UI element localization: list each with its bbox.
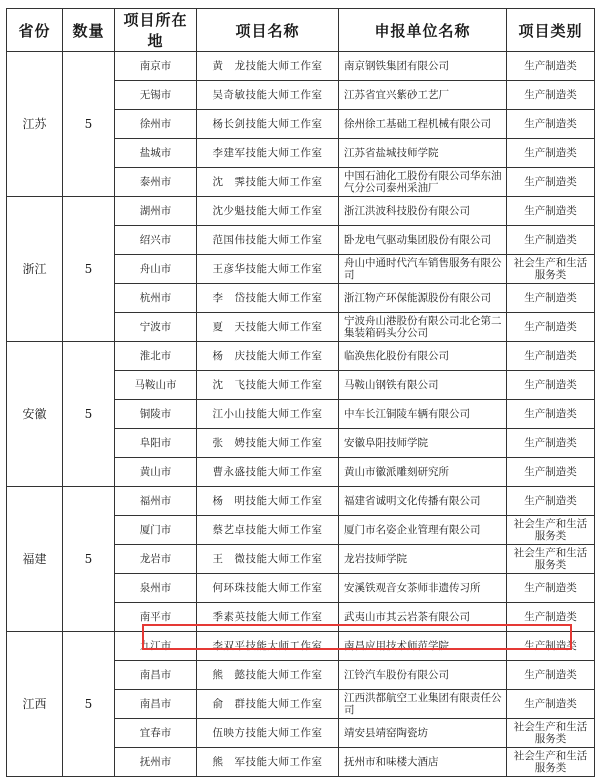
unit-name-cell: 南京钢铁集团有限公司 <box>339 52 507 81</box>
category-cell: 生产制造类 <box>507 603 595 632</box>
location-cell: 阜阳市 <box>115 429 197 458</box>
count-cell: 5 <box>63 52 115 197</box>
location-cell: 抚州市 <box>115 748 197 777</box>
project-name-cell: 俞 群技能大师工作室 <box>197 690 339 719</box>
unit-name-cell: 浙江洪波科技股份有限公司 <box>339 197 507 226</box>
category-cell: 社会生产和生活服务类 <box>507 748 595 777</box>
location-cell: 南昌市 <box>115 690 197 719</box>
location-cell: 南平市 <box>115 603 197 632</box>
table-row <box>7 52 595 81</box>
project-name-cell: 李 岱技能大师工作室 <box>197 284 339 313</box>
location-cell: 黄山市 <box>115 458 197 487</box>
table-body <box>7 52 595 777</box>
category-cell: 社会生产和生活服务类 <box>507 545 595 574</box>
location-cell: 无锡市 <box>115 81 197 110</box>
unit-name-cell: 卧龙电气驱动集团股份有限公司 <box>339 226 507 255</box>
unit-name-cell: 抚州市和味楼大酒店 <box>339 748 507 777</box>
category-cell: 生产制造类 <box>507 661 595 690</box>
unit-name-cell: 中国石油化工股份有限公司华东油气分公司泰州采油厂 <box>339 168 507 197</box>
category-cell: 生产制造类 <box>507 284 595 313</box>
unit-name-cell: 靖安县靖窑陶瓷坊 <box>339 719 507 748</box>
header-location: 项目所在地 <box>115 9 197 52</box>
category-cell: 生产制造类 <box>507 429 595 458</box>
unit-name-cell: 江铃汽车股份有限公司 <box>339 661 507 690</box>
table-row <box>7 342 595 371</box>
province-cell: 江西 <box>7 632 63 777</box>
count-cell: 5 <box>63 632 115 777</box>
category-cell: 生产制造类 <box>507 110 595 139</box>
location-cell: 南昌市 <box>115 661 197 690</box>
unit-name-cell: 宁波舟山港股份有限公司北仑第二集装箱码头分公司 <box>339 313 507 342</box>
unit-name-cell: 江苏省宜兴紫砂工艺厂 <box>339 81 507 110</box>
count-cell: 5 <box>63 487 115 632</box>
project-name-cell: 吴奇敏技能大师工作室 <box>197 81 339 110</box>
location-cell: 泉州市 <box>115 574 197 603</box>
project-name-cell: 伍映方技能大师工作室 <box>197 719 339 748</box>
studio-list-table <box>6 8 595 777</box>
location-cell: 宜春市 <box>115 719 197 748</box>
project-name-cell: 江小山技能大师工作室 <box>197 400 339 429</box>
unit-name-cell: 中车长江铜陵车辆有限公司 <box>339 400 507 429</box>
unit-name-cell: 安溪铁观音女茶师非遗传习所 <box>339 574 507 603</box>
table-row <box>7 632 595 661</box>
project-name-cell: 杨长剑技能大师工作室 <box>197 110 339 139</box>
unit-name-cell: 安徽阜阳技师学院 <box>339 429 507 458</box>
header-count: 数量 <box>63 9 115 52</box>
unit-name-cell: 武夷山市其云岩茶有限公司 <box>339 603 507 632</box>
unit-name-cell: 江西洪都航空工业集团有限责任公司 <box>339 690 507 719</box>
unit-name-cell: 黄山市徽派雕刻研究所 <box>339 458 507 487</box>
location-cell: 宁波市 <box>115 313 197 342</box>
unit-name-cell: 徐州徐工基础工程机械有限公司 <box>339 110 507 139</box>
count-cell: 5 <box>63 342 115 487</box>
category-cell: 生产制造类 <box>507 632 595 661</box>
category-cell: 生产制造类 <box>507 487 595 516</box>
location-cell: 铜陵市 <box>115 400 197 429</box>
location-cell: 徐州市 <box>115 110 197 139</box>
category-cell: 生产制造类 <box>507 313 595 342</box>
project-name-cell: 张 娉技能大师工作室 <box>197 429 339 458</box>
location-cell: 淮北市 <box>115 342 197 371</box>
header-category: 项目类别 <box>507 9 595 52</box>
project-name-cell: 范国伟技能大师工作室 <box>197 226 339 255</box>
unit-name-cell: 南昌应用技术师范学院 <box>339 632 507 661</box>
category-cell: 生产制造类 <box>507 400 595 429</box>
unit-name-cell: 厦门市名姿企业管理有限公司 <box>339 516 507 545</box>
project-name-cell: 季素英技能大师工作室 <box>197 603 339 632</box>
category-cell: 生产制造类 <box>507 458 595 487</box>
project-name-cell: 曹永盛技能大师工作室 <box>197 458 339 487</box>
project-name-cell: 杨 庆技能大师工作室 <box>197 342 339 371</box>
location-cell: 福州市 <box>115 487 197 516</box>
project-name-cell: 李双平技能大师工作室 <box>197 632 339 661</box>
unit-name-cell: 江苏省盐城技师学院 <box>339 139 507 168</box>
project-name-cell: 熊 军技能大师工作室 <box>197 748 339 777</box>
project-name-cell: 沈 霁技能大师工作室 <box>197 168 339 197</box>
unit-name-cell: 龙岩技师学院 <box>339 545 507 574</box>
location-cell: 绍兴市 <box>115 226 197 255</box>
category-cell: 生产制造类 <box>507 342 595 371</box>
header-province: 省份 <box>7 9 63 52</box>
project-name-cell: 何环珠技能大师工作室 <box>197 574 339 603</box>
location-cell: 马鞍山市 <box>115 371 197 400</box>
project-name-cell: 蔡艺卓技能大师工作室 <box>197 516 339 545</box>
project-name-cell: 黄 龙技能大师工作室 <box>197 52 339 81</box>
unit-name-cell: 福建省诚明文化传播有限公司 <box>339 487 507 516</box>
province-cell: 福建 <box>7 487 63 632</box>
location-cell: 杭州市 <box>115 284 197 313</box>
category-cell: 生产制造类 <box>507 168 595 197</box>
category-cell: 生产制造类 <box>507 52 595 81</box>
location-cell: 厦门市 <box>115 516 197 545</box>
province-cell: 江苏 <box>7 52 63 197</box>
header-row <box>7 9 595 52</box>
location-cell: 龙岩市 <box>115 545 197 574</box>
category-cell: 社会生产和生活服务类 <box>507 516 595 545</box>
location-cell: 舟山市 <box>115 255 197 284</box>
project-name-cell: 沈少魁技能大师工作室 <box>197 197 339 226</box>
province-cell: 安徽 <box>7 342 63 487</box>
table-row <box>7 197 595 226</box>
project-name-cell: 沈 飞技能大师工作室 <box>197 371 339 400</box>
studio-list-table-sheet <box>6 8 594 777</box>
category-cell: 生产制造类 <box>507 81 595 110</box>
project-name-cell: 李建军技能大师工作室 <box>197 139 339 168</box>
location-cell: 盐城市 <box>115 139 197 168</box>
project-name-cell: 杨 明技能大师工作室 <box>197 487 339 516</box>
category-cell: 生产制造类 <box>507 690 595 719</box>
location-cell: 南京市 <box>115 52 197 81</box>
category-cell: 社会生产和生活服务类 <box>507 719 595 748</box>
unit-name-cell: 临涣焦化股份有限公司 <box>339 342 507 371</box>
project-name-cell: 熊 懿技能大师工作室 <box>197 661 339 690</box>
province-cell: 浙江 <box>7 197 63 342</box>
table-row <box>7 487 595 516</box>
project-name-cell: 王 微技能大师工作室 <box>197 545 339 574</box>
category-cell: 生产制造类 <box>507 574 595 603</box>
category-cell: 社会生产和生活服务类 <box>507 255 595 284</box>
header-project-name: 项目名称 <box>197 9 339 52</box>
location-cell: 九江市 <box>115 632 197 661</box>
unit-name-cell: 舟山中通时代汽车销售服务有限公司 <box>339 255 507 284</box>
unit-name-cell: 浙江物产环保能源股份有限公司 <box>339 284 507 313</box>
project-name-cell: 王彦华技能大师工作室 <box>197 255 339 284</box>
count-cell: 5 <box>63 197 115 342</box>
project-name-cell: 夏 天技能大师工作室 <box>197 313 339 342</box>
location-cell: 泰州市 <box>115 168 197 197</box>
category-cell: 生产制造类 <box>507 371 595 400</box>
category-cell: 生产制造类 <box>507 197 595 226</box>
category-cell: 生产制造类 <box>507 139 595 168</box>
header-unit-name: 申报单位名称 <box>339 9 507 52</box>
category-cell: 生产制造类 <box>507 226 595 255</box>
location-cell: 湖州市 <box>115 197 197 226</box>
unit-name-cell: 马鞍山钢铁有限公司 <box>339 371 507 400</box>
